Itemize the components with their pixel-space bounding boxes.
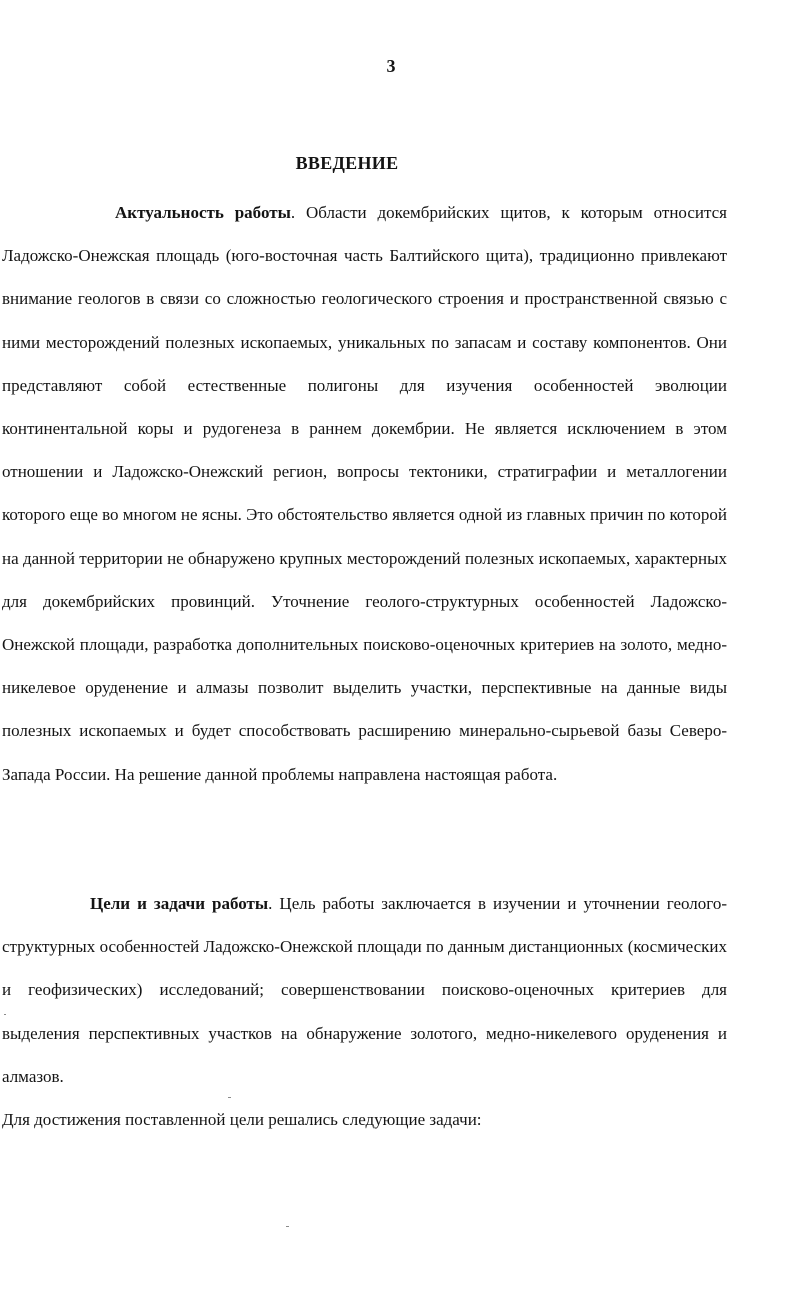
paragraph-text-goals: . Цель работы заключается в изучении и уточнении геолого-структурных особенностей Ладожско-Онежской площади по данным дистанционных (космических и геофизических) исследований; совершенствовании поисково-оценочных критериев для выделения перспективных участков на обнаружение золотого, медно-никелевого оруденения и алмазов.	[2, 894, 727, 1086]
scan-speck	[228, 1097, 231, 1098]
paragraph-text-relevance: . Области докембрийских щитов, к которым относится Ладожско-Онежская площадь (юго-восточная часть Балтийского щита), традиционно привлекают внимание геологов в связи со сложностью геологического строения и пространственной связью с ними месторождений полезных ископаемых, уникальных по запасам и составу компонентов. Они представляют собой естественные полигоны для изучения особенностей эволюции континентальной коры и рудогенеза в раннем докембрии. Не является исключением в этом отношении и Ладожско-Онежский регион, вопросы тектоники, стратиграфии и металлогении которого еще во многом не ясны. Это обстоятельство является одной из главных причин по которой на данной территории не обнаружено крупных месторождений полезных ископаемых, характерных для докембрийских провинций. Уточнение геолого-структурных особенностей Ладожско-Онежской площади, разработка дополнительных поисково-оценочных критериев на золото, медно-никелевое оруденение и алмазы позволит выделить участки, перспективные на данные виды полезных ископаемых и будет способствовать расширению минерально-сырьевой базы Северо-Запада России. На решение данной проблемы направлена настоящая работа.	[2, 203, 727, 784]
page-number: 3	[386, 56, 396, 76]
paragraph-relevance	[2, 191, 727, 796]
paragraph-tasks-intro: Для достижения поставленной цели решались следующие задачи:	[2, 1110, 482, 1129]
scan-speck	[4, 1014, 6, 1015]
paragraph-lead-relevance: Актуальность работы	[115, 203, 291, 222]
paragraph-goals	[2, 882, 727, 1098]
paragraph-lead-goals: Цели и задачи работы	[90, 894, 269, 913]
section-heading: ВВЕДЕНИЕ	[295, 153, 399, 173]
scan-speck	[286, 1226, 289, 1227]
